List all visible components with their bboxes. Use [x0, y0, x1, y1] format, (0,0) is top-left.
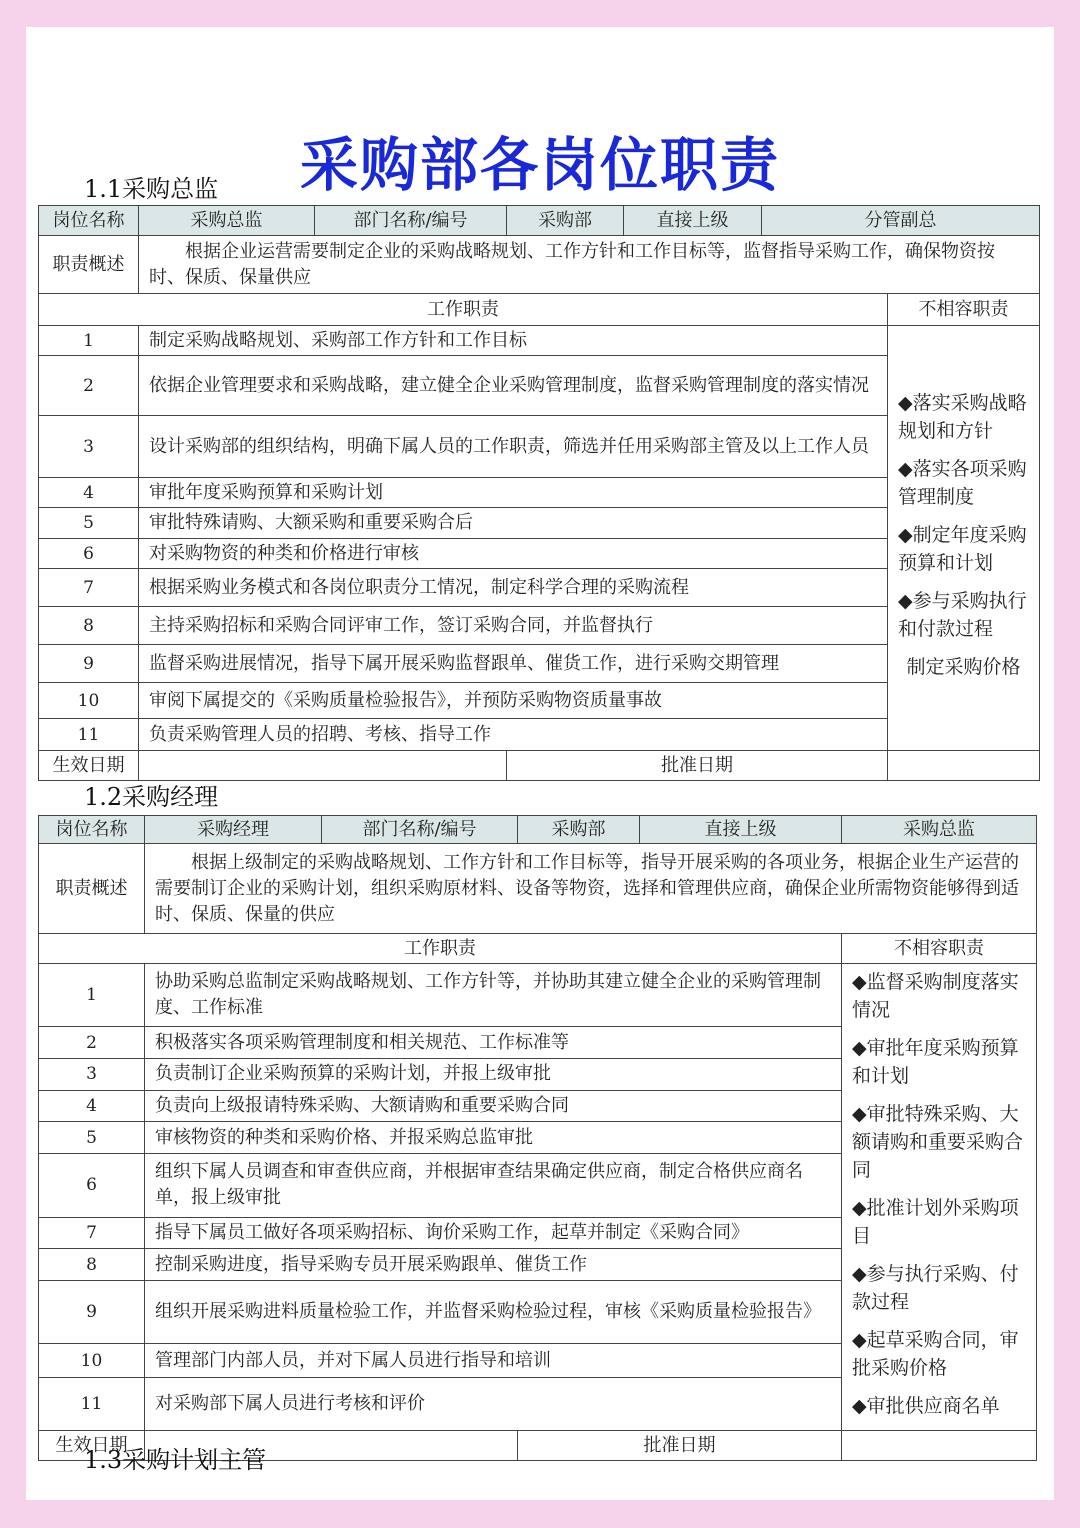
incompatible-item: ◆参与采购执行和付款过程 — [898, 590, 1027, 640]
approval-date-label: 批准日期 — [507, 751, 888, 781]
duty-number: 11 — [39, 719, 139, 751]
post-value: 采购总监 — [139, 206, 315, 236]
duty-text: 审批年度采购预算和采购计划 — [139, 478, 888, 508]
incompatible-duties-cell — [842, 964, 1037, 1431]
duty-number: 7 — [39, 569, 139, 607]
document-page — [26, 27, 1054, 1500]
section-heading-1-2: 1.2采购经理 — [84, 783, 219, 811]
duty-text: 制定采购战略规划、采购部工作方针和工作目标 — [139, 326, 888, 356]
table-row — [39, 964, 1037, 1027]
duty-text: 负责制订企业采购预算的采购计划，并报上级审批 — [145, 1059, 842, 1091]
duty-number: 6 — [39, 1154, 145, 1217]
superior-label: 直接上级 — [640, 816, 842, 844]
post-label: 岗位名称 — [39, 206, 139, 236]
duties-header-row — [39, 294, 1040, 326]
duty-number: 10 — [39, 683, 139, 719]
duties-header: 工作职责 — [39, 934, 842, 964]
incompatible-duties-cell — [888, 326, 1040, 751]
duty-number: 8 — [39, 1249, 145, 1281]
incompatible-item: ◆制定年度采购预算和计划 — [898, 524, 1027, 574]
incompatible-item: 制定采购价格 — [906, 656, 1021, 678]
overview-row — [39, 236, 1040, 294]
duty-text: 审核物资的种类和采购价格、并报采购总监审批 — [145, 1122, 842, 1154]
duty-text: 审阅下属提交的《采购质量检验报告》，并预防采购物资质量事故 — [139, 683, 888, 719]
overview-text: 根据上级制定的采购战略规划、工作方针和工作目标等，指导开展采购的各项业务，根据企业生产运营的需要制订企业的采购计划，组织采购原材料、设备等物资，选择和管理供应商，确保企业所需物资能够得到适时、保质、保量的供应 — [145, 844, 1037, 934]
duty-text: 控制采购进度，指导采购专员开展采购跟单、催货工作 — [145, 1249, 842, 1281]
duty-number: 6 — [39, 539, 139, 569]
duty-number: 10 — [39, 1344, 145, 1378]
duty-text: 主持采购招标和采购合同评审工作，签订采购合同，并监督执行 — [139, 607, 888, 645]
incompatible-item: ◆审批年度采购预算和计划 — [852, 1037, 1019, 1087]
incompatible-item: ◆落实采购战略规划和方针 — [898, 392, 1027, 442]
superior-value: 采购总监 — [842, 816, 1037, 844]
table-header-row — [39, 206, 1040, 236]
duty-table-manager — [38, 815, 1037, 1461]
duty-text: 依据企业管理要求和采购战略，建立健全企业采购管理制度，监督采购管理制度的落实情况 — [139, 356, 888, 416]
overview-row — [39, 844, 1037, 934]
duty-number: 1 — [39, 964, 145, 1027]
duty-text: 设计采购部的组织结构，明确下属人员的工作职责，筛选并任用采购部主管及以上工作人员 — [139, 416, 888, 478]
approval-date-value[interactable] — [842, 1431, 1037, 1461]
duty-text: 对采购物资的种类和价格进行审核 — [139, 539, 888, 569]
duty-number: 1 — [39, 326, 139, 356]
approval-date-value[interactable] — [888, 751, 1040, 781]
post-value: 采购经理 — [145, 816, 322, 844]
section-heading-1-3: 1.3采购计划主管 — [84, 1446, 267, 1474]
duty-number: 8 — [39, 607, 139, 645]
superior-label: 直接上级 — [624, 206, 762, 236]
duty-text: 审批特殊请购、大额采购和重要采购合后 — [139, 508, 888, 539]
duty-number: 2 — [39, 1027, 145, 1059]
duty-number: 9 — [39, 645, 139, 683]
effective-date-value[interactable] — [139, 751, 507, 781]
duty-number: 5 — [39, 1122, 145, 1154]
duty-text: 监督采购进展情况，指导下属开展采购监督跟单、催货工作，进行采购交期管理 — [139, 645, 888, 683]
duty-text: 协助采购总监制定采购战略规划、工作方针等，并协助其建立健全企业的采购管理制度、工作标准 — [145, 964, 842, 1027]
duty-number: 3 — [39, 1059, 145, 1091]
dept-label: 部门名称/编号 — [315, 206, 507, 236]
duty-number: 4 — [39, 478, 139, 508]
overview-label: 职责概述 — [39, 236, 139, 294]
dept-value: 采购部 — [518, 816, 640, 844]
duties-header: 工作职责 — [39, 294, 888, 326]
table-header-row — [39, 816, 1037, 844]
incompatible-item: ◆监督采购制度落实情况 — [852, 971, 1019, 1021]
duty-text: 组织下属人员调查和审查供应商，并根据审查结果确定供应商，制定合格供应商名单，报上级审批 — [145, 1154, 842, 1217]
duty-text: 负责向上级报请特殊采购、大额请购和重要采购合同 — [145, 1090, 842, 1122]
duty-number: 7 — [39, 1217, 145, 1249]
duties-header-row — [39, 934, 1037, 964]
duty-table-director — [38, 205, 1040, 781]
duty-number: 5 — [39, 508, 139, 539]
incompatible-item: ◆参与执行采购、付款过程 — [852, 1263, 1019, 1313]
incompatible-item: ◆批准计划外采购项 目 — [852, 1197, 1019, 1247]
footer-row — [39, 751, 1040, 781]
duty-text: 指导下属员工做好各项采购招标、询价采购工作，起草并制定《采购合同》 — [145, 1217, 842, 1249]
duty-text: 组织开展采购进料质量检验工作，并监督采购检验过程，审核《采购质量检验报告》 — [145, 1280, 842, 1343]
dept-value: 采购部 — [507, 206, 624, 236]
duty-number: 2 — [39, 356, 139, 416]
section-heading-1-1: 1.1采购总监 — [84, 175, 219, 203]
duty-number: 9 — [39, 1280, 145, 1343]
page-title: 采购部各岗位职责 — [299, 131, 780, 199]
post-label: 岗位名称 — [39, 816, 145, 844]
overview-label: 职责概述 — [39, 844, 145, 934]
table-row — [39, 326, 1040, 356]
effective-date-label: 生效日期 — [39, 1431, 145, 1461]
incompatible-item: ◆审批供应商名单 — [852, 1395, 1000, 1417]
incompatible-item: ◆审批特殊采购、大额请购和重要采购合同 — [852, 1103, 1024, 1181]
effective-date-label: 生效日期 — [39, 751, 139, 781]
approval-date-label: 批准日期 — [518, 1431, 842, 1461]
duty-text: 管理部门内部人员，并对下属人员进行指导和培训 — [145, 1344, 842, 1378]
dept-label: 部门名称/编号 — [322, 816, 518, 844]
duty-text: 积极落实各项采购管理制度和相关规范、工作标准等 — [145, 1027, 842, 1059]
duty-number: 4 — [39, 1090, 145, 1122]
duty-text: 对采购部下属人员进行考核和评价 — [145, 1378, 842, 1431]
incompatible-item: ◆落实各项采购管理制度 — [898, 458, 1027, 508]
duty-text: 根据采购业务模式和各岗位职责分工情况，制定科学合理的采购流程 — [139, 569, 888, 607]
overview-text: 根据企业运营需要制定企业的采购战略规划、工作方针和工作目标等，监督指导采购工作，确保物资按时、保质、保量供应 — [139, 236, 1040, 294]
incompatible-header: 不相容职责 — [842, 934, 1037, 964]
incompatible-header: 不相容职责 — [888, 294, 1040, 326]
incompatible-item: ◆起草采购合同，审批采购价格 — [852, 1329, 1019, 1379]
duty-number: 3 — [39, 416, 139, 478]
superior-value: 分管副总 — [762, 206, 1040, 236]
duty-text: 负责采购管理人员的招聘、考核、指导工作 — [139, 719, 888, 751]
duty-number: 11 — [39, 1378, 145, 1431]
